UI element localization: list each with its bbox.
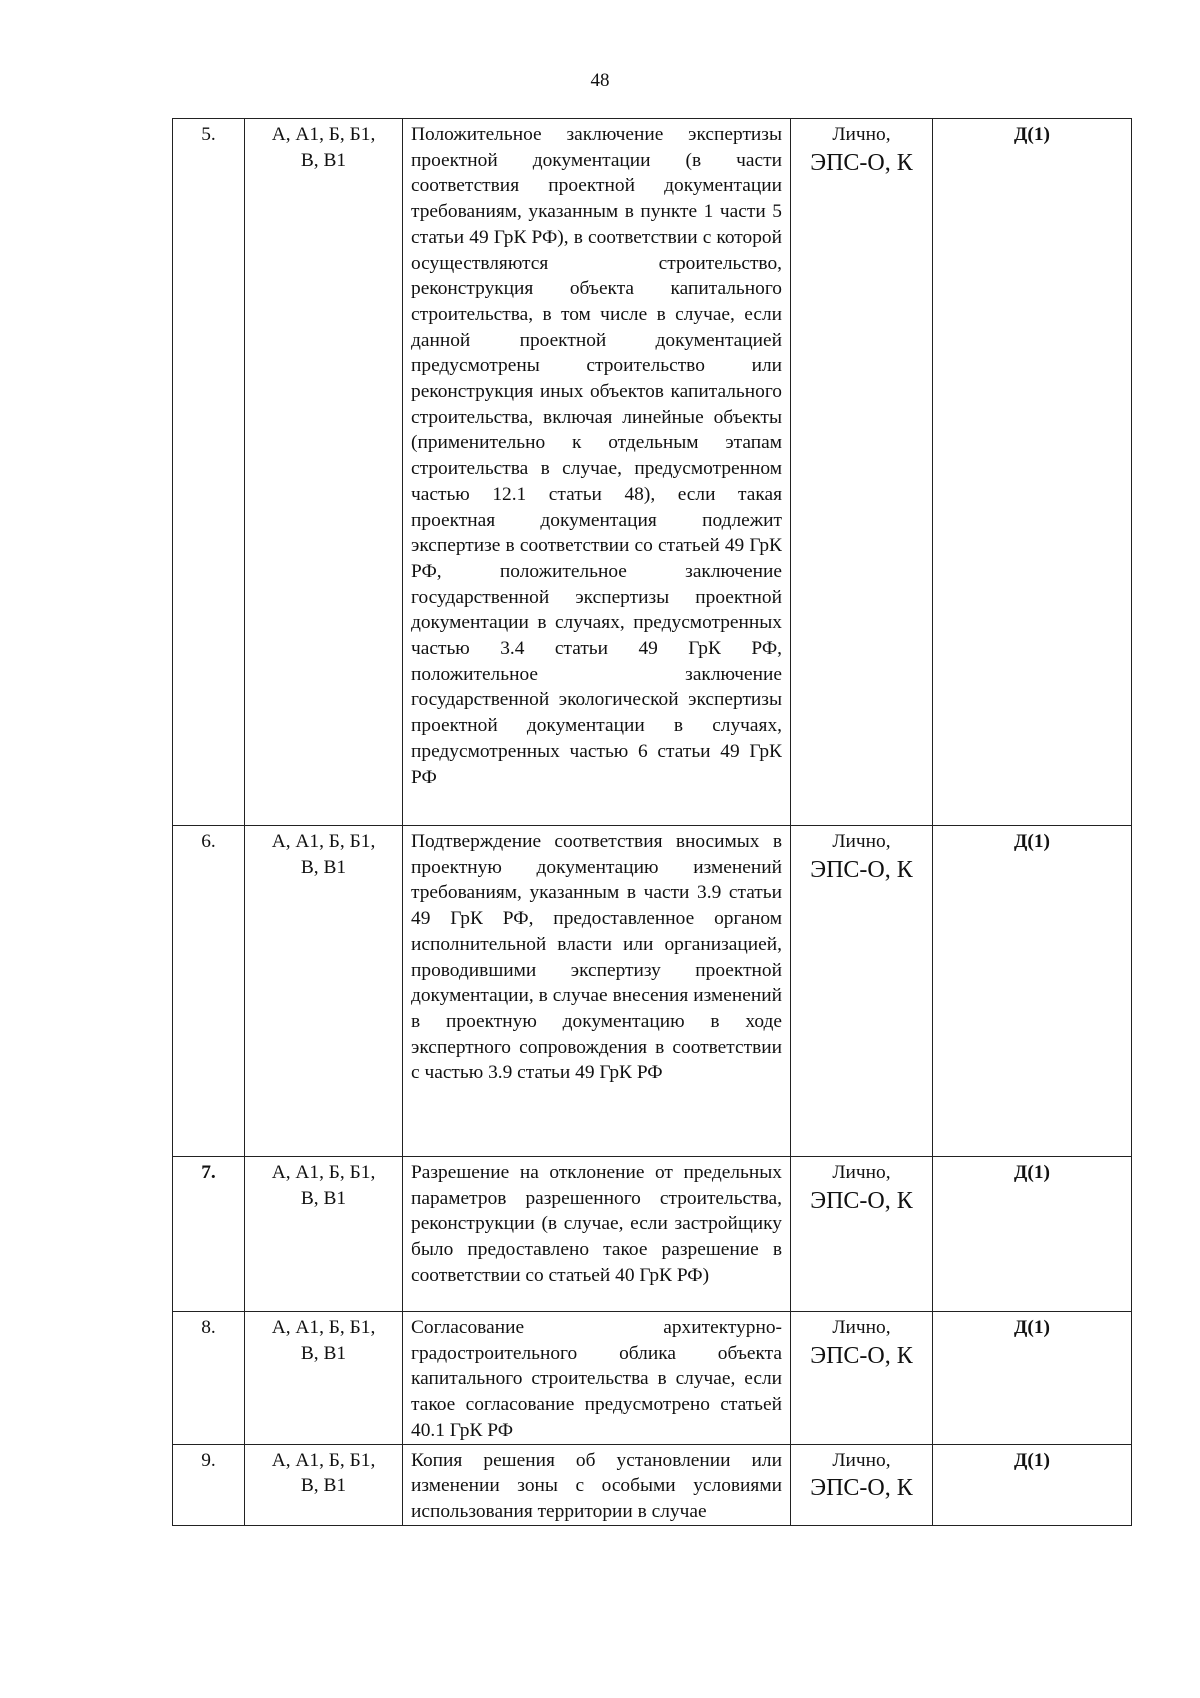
table-body [173, 119, 1132, 1526]
table-row [173, 1157, 1132, 1312]
row-description: Копия решения об установлении или изменении зоны с особыми условиями использования территории в случае [403, 1444, 791, 1525]
method-line: ЭПС-О, К [810, 856, 913, 883]
method-line: Лично, [832, 831, 891, 852]
row-number: 8. [173, 1312, 245, 1445]
method-line: ЭПС-О, К [810, 1475, 913, 1502]
method-line: Лично, [832, 1317, 891, 1338]
method-line: ЭПС-О, К [810, 149, 913, 176]
row-method [791, 1312, 933, 1445]
row-categories [245, 1444, 403, 1525]
table-row [173, 1444, 1132, 1525]
table-row [173, 826, 1132, 1157]
table-row [173, 119, 1132, 826]
row-method [791, 826, 933, 1157]
row-categories [245, 1312, 403, 1445]
row-code: Д(1) [933, 1444, 1132, 1525]
category-line: В, В1 [300, 1187, 347, 1209]
row-description: Подтверждение соответствия вносимых в проектную документацию изменений требованиям, указанным в части 3.9 статьи 49 ГрК РФ, предоставленное органом исполнительной власти или организацией, проводившими экспертизу проектной документации, в случае внесения изменений в проектную документацию в ходе экспертного сопровождения в соответствии с частью 3.9 статьи 49 ГрК РФ [403, 826, 791, 1157]
method-line: Лично, [832, 1162, 891, 1183]
category-line: А, А1, Б, Б1, [271, 1317, 376, 1338]
method-line: Лично, [832, 124, 891, 145]
method-line: ЭПС-О, К [810, 1342, 913, 1369]
row-description: Положительное заключение экспертизы проектной документации (в части соответствия проектной документации требованиям, указанным в пункте 1 части 5 статьи 49 ГрК РФ), в соответствии с которой осуществляются строительство, реконструкция объекта капитального строительства, в том числе в случае, если данной проектной документацией предусмотрены строительство или реконструкция иных объектов капитального строительства, включая линейные объекты (применительно к отдельным этапам строительства в случае, предусмотренном частью 12.1 статьи 48), если такая проектная документация подлежит экспертизе в соответствии со статьей 49 ГрК РФ, положительное заключение государственной экспертизы проектной документации в случаях, предусмотренных частью 3.4 статьи 49 ГрК РФ, положительное заключение государственной экологической экспертизы проектной документации в случаях, предусмотренных частью 6 статьи 49 ГрК РФ [403, 119, 791, 826]
method-line: ЭПС-О, К [810, 1187, 913, 1214]
row-description: Разрешение на отклонение от предельных параметров разрешенного строительства, реконструкции (в случае, если застройщику было предоставлено такое разрешение в соответствии со статьей 40 ГрК РФ) [403, 1157, 791, 1312]
document-table [172, 118, 1132, 1526]
row-categories [245, 826, 403, 1157]
row-number: 9. [173, 1444, 245, 1525]
page-number: 48 [590, 70, 610, 91]
row-code: Д(1) [933, 1157, 1132, 1312]
row-method [791, 1157, 933, 1312]
table-row [173, 1312, 1132, 1445]
row-method [791, 1444, 933, 1525]
category-line: В, В1 [300, 1475, 347, 1497]
row-number: 7. [173, 1157, 245, 1312]
category-line: А, А1, Б, Б1, [271, 1162, 376, 1183]
method-line: Лично, [832, 1449, 891, 1471]
row-number: 5. [173, 119, 245, 826]
row-code: Д(1) [933, 1312, 1132, 1445]
row-method [791, 119, 933, 826]
row-categories [245, 1157, 403, 1312]
row-code: Д(1) [933, 826, 1132, 1157]
category-line: А, А1, Б, Б1, [271, 831, 376, 852]
category-line: В, В1 [300, 856, 347, 878]
row-categories [245, 119, 403, 826]
row-code: Д(1) [933, 119, 1132, 826]
category-line: А, А1, Б, Б1, [271, 124, 376, 145]
category-line: В, В1 [300, 149, 347, 171]
category-line: В, В1 [300, 1342, 347, 1364]
category-line: А, А1, Б, Б1, [271, 1449, 376, 1471]
row-number: 6. [173, 826, 245, 1157]
row-description: Согласование архитектурно-градостроительного облика объекта капитального строительства в случае, если такое согласование предусмотрено статьей 40.1 ГрК РФ [403, 1312, 791, 1445]
